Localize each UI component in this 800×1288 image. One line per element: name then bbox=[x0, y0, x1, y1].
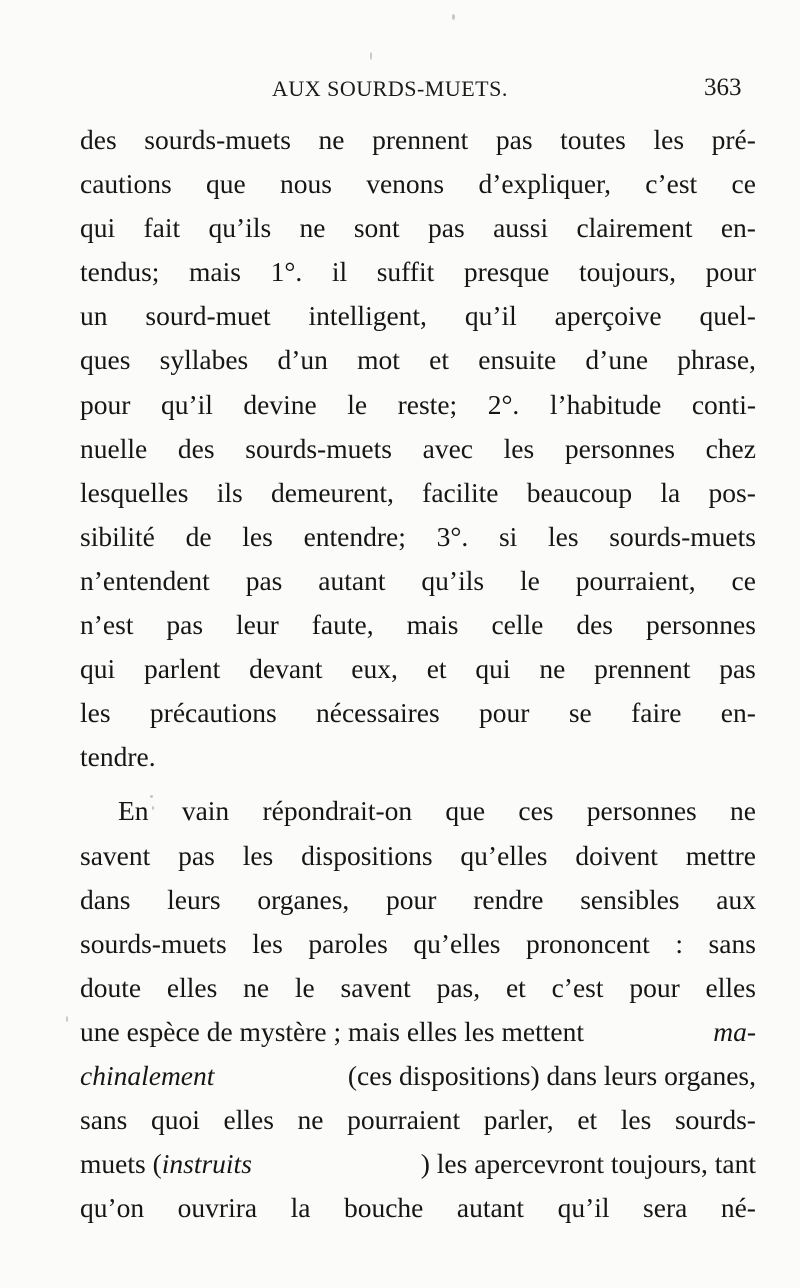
word: les bbox=[548, 520, 579, 552]
text-line bbox=[80, 471, 756, 515]
word: prennent bbox=[372, 124, 469, 155]
text-line bbox=[80, 966, 756, 1010]
word: : bbox=[675, 927, 683, 959]
text-line bbox=[80, 878, 756, 922]
word: que bbox=[205, 168, 246, 200]
word: dans bbox=[80, 883, 131, 915]
text-line bbox=[80, 383, 756, 427]
word: avec bbox=[422, 432, 473, 464]
word: c’est bbox=[645, 168, 698, 200]
word: doivent bbox=[575, 839, 658, 871]
text-line bbox=[80, 162, 756, 206]
word: toutes bbox=[560, 124, 626, 155]
word: pour bbox=[479, 697, 530, 729]
word: pas bbox=[178, 839, 215, 871]
word: le bbox=[519, 564, 540, 596]
word: le bbox=[294, 971, 315, 1003]
word: pourraient, bbox=[575, 564, 696, 596]
word: devine bbox=[243, 388, 317, 420]
word: mais bbox=[406, 609, 459, 641]
word: prononcent bbox=[526, 927, 650, 959]
word: sont bbox=[353, 212, 400, 244]
paragraph-1 bbox=[80, 118, 756, 779]
word: ensuite bbox=[478, 344, 557, 376]
word: doute bbox=[80, 971, 142, 1003]
word: leurs bbox=[167, 883, 221, 915]
word: que bbox=[445, 795, 486, 827]
word: pas bbox=[428, 212, 465, 244]
word: nuelle bbox=[80, 432, 148, 464]
word: d’un bbox=[277, 344, 328, 376]
word: en- bbox=[720, 697, 756, 729]
text-line bbox=[80, 427, 756, 471]
word: organes, bbox=[257, 883, 350, 915]
word: c’est bbox=[551, 971, 604, 1003]
word: des bbox=[177, 432, 215, 464]
text-run: (ces dispositions) dans leurs organes, bbox=[347, 1059, 756, 1091]
word: tendus; bbox=[80, 256, 160, 288]
word: personnes bbox=[564, 432, 675, 464]
word: 3°. bbox=[436, 520, 469, 552]
word: personnes bbox=[645, 609, 756, 641]
ink-speck bbox=[150, 795, 153, 798]
word: quoi bbox=[151, 1104, 200, 1136]
word: pour bbox=[705, 256, 756, 288]
text-line bbox=[80, 559, 756, 603]
ink-speck bbox=[66, 1016, 68, 1022]
word: qu’elles bbox=[460, 839, 548, 871]
word: bouche bbox=[343, 1192, 424, 1224]
running-head bbox=[0, 72, 800, 108]
word: ne bbox=[299, 212, 326, 244]
word: qui bbox=[80, 653, 116, 685]
word: celle bbox=[491, 609, 544, 641]
text-line bbox=[80, 922, 756, 966]
text-line bbox=[80, 834, 756, 878]
word: n’entendent bbox=[80, 564, 210, 596]
text-run-group bbox=[80, 1142, 252, 1186]
word: il bbox=[331, 256, 348, 288]
word: facilite bbox=[422, 476, 499, 508]
word: d’expliquer, bbox=[478, 168, 611, 200]
word: qu’elles bbox=[413, 927, 501, 959]
word: dispositions bbox=[301, 839, 433, 871]
word: mais bbox=[189, 256, 241, 288]
paragraph-2 bbox=[80, 789, 756, 1230]
word: chez bbox=[705, 432, 756, 464]
word: les bbox=[242, 839, 274, 871]
word: ouvrira bbox=[177, 1192, 258, 1224]
word: le bbox=[347, 388, 368, 420]
word: autant bbox=[456, 1192, 525, 1224]
word: en- bbox=[720, 212, 756, 244]
word: un bbox=[80, 300, 108, 332]
word: pas bbox=[719, 653, 756, 685]
word: lesquelles bbox=[80, 476, 189, 508]
word: eux, bbox=[351, 653, 398, 685]
word: sourds-muets bbox=[609, 520, 756, 552]
text-line bbox=[80, 250, 756, 294]
word: sans bbox=[80, 1104, 128, 1136]
word: ces bbox=[518, 795, 554, 827]
word: cautions bbox=[80, 168, 172, 200]
ink-speck bbox=[152, 806, 154, 810]
word: les bbox=[252, 927, 283, 959]
word: leur bbox=[236, 609, 279, 641]
word: pos- bbox=[708, 476, 756, 508]
word: de bbox=[185, 520, 212, 552]
body-text bbox=[80, 118, 756, 1230]
word: qu’il bbox=[160, 388, 213, 420]
word: la bbox=[660, 476, 681, 508]
word: pas bbox=[166, 609, 204, 641]
word: venons bbox=[366, 168, 445, 200]
word: mettre bbox=[685, 839, 756, 871]
word: nécessaires bbox=[316, 697, 440, 729]
word: pas bbox=[245, 564, 283, 596]
word: les bbox=[242, 520, 273, 552]
word: et bbox=[426, 653, 447, 685]
word: faire bbox=[631, 697, 682, 729]
word: pour bbox=[629, 971, 680, 1003]
word: phrase, bbox=[677, 344, 756, 376]
word: mot bbox=[357, 344, 400, 376]
word: pour bbox=[80, 388, 131, 420]
word: si bbox=[498, 520, 518, 552]
word: sourds-muets bbox=[245, 432, 392, 464]
text-run: une espèce de mystère ; mais elles les mettent bbox=[80, 1015, 584, 1047]
word: qu’il bbox=[464, 300, 517, 332]
page-number: 363 bbox=[704, 74, 742, 101]
word: elles bbox=[223, 1104, 274, 1136]
word: quel- bbox=[699, 300, 756, 332]
word: et bbox=[505, 971, 526, 1003]
word: toujours, bbox=[578, 256, 676, 288]
word: savent bbox=[340, 971, 411, 1003]
word: l’habitude bbox=[549, 388, 662, 420]
word: 2°. bbox=[487, 388, 520, 420]
word: ce bbox=[731, 564, 756, 596]
word: se bbox=[568, 697, 592, 729]
word: les bbox=[620, 1104, 652, 1136]
word: ne bbox=[243, 971, 270, 1003]
text-line bbox=[80, 1054, 756, 1098]
word: parlent bbox=[143, 653, 221, 685]
word: né- bbox=[720, 1192, 756, 1224]
word: ne bbox=[539, 653, 566, 685]
word: savent bbox=[80, 839, 151, 871]
word: parler, bbox=[483, 1104, 554, 1136]
word: n’est bbox=[80, 609, 134, 641]
word: clairement bbox=[576, 212, 693, 244]
word: qui bbox=[475, 653, 511, 685]
word: des bbox=[576, 609, 613, 641]
word: précautions bbox=[149, 697, 277, 729]
text-line bbox=[80, 206, 756, 250]
word: entendre; bbox=[303, 520, 406, 552]
text-line bbox=[80, 1010, 756, 1054]
word: aux bbox=[716, 883, 756, 915]
word: qu’il bbox=[557, 1192, 610, 1224]
text-line bbox=[80, 691, 756, 735]
italic-run: ma- bbox=[713, 1015, 756, 1047]
word: En bbox=[118, 795, 149, 827]
word: ce bbox=[731, 168, 756, 200]
word: d’une bbox=[585, 344, 649, 376]
word: intelligent, bbox=[308, 300, 427, 332]
ink-speck bbox=[370, 52, 372, 60]
text-line bbox=[80, 118, 756, 162]
word: aperçoive bbox=[554, 300, 662, 332]
word: suffit bbox=[376, 256, 435, 288]
word: conti- bbox=[691, 388, 756, 420]
word: sourd-muet bbox=[145, 300, 271, 332]
word: elles bbox=[166, 971, 218, 1003]
word: faute, bbox=[311, 609, 374, 641]
running-title: AUX SOURDS-MUETS. bbox=[272, 76, 508, 101]
word: ne bbox=[318, 124, 345, 155]
word: pour bbox=[386, 883, 437, 915]
text-line bbox=[80, 294, 756, 338]
word: les bbox=[503, 432, 535, 464]
word: des bbox=[80, 124, 117, 155]
word: aussi bbox=[493, 212, 549, 244]
text-line bbox=[80, 338, 756, 382]
word: la bbox=[290, 1192, 311, 1224]
word: ne bbox=[297, 1104, 324, 1136]
word: rendre bbox=[473, 883, 544, 915]
word: sans bbox=[708, 927, 756, 959]
word: autant bbox=[318, 564, 386, 596]
text-run: ) les apercevront toujours, tant bbox=[420, 1148, 756, 1180]
word: personnes bbox=[586, 795, 697, 827]
word: devant bbox=[249, 653, 323, 685]
text-line bbox=[80, 789, 756, 833]
word: pas bbox=[495, 124, 533, 155]
word: sourds- bbox=[674, 1104, 756, 1136]
text-line: tendre. bbox=[80, 741, 156, 773]
word: répondrait-on bbox=[262, 795, 413, 827]
text-line bbox=[80, 1142, 756, 1186]
text-line bbox=[80, 515, 756, 559]
word: sourds-muets bbox=[80, 927, 227, 959]
word: ques bbox=[80, 344, 131, 376]
word: demeurent, bbox=[270, 476, 394, 508]
word: pourraient bbox=[347, 1104, 461, 1136]
word: et bbox=[429, 344, 450, 376]
word: reste; bbox=[397, 388, 458, 420]
word: qu’ils bbox=[421, 564, 485, 596]
text-line bbox=[80, 647, 756, 691]
text-line bbox=[80, 1098, 756, 1142]
text-line bbox=[80, 603, 756, 647]
word: les bbox=[653, 124, 685, 155]
word: 1°. bbox=[270, 256, 303, 288]
italic-run: instruits bbox=[161, 1148, 252, 1180]
word: sibilité bbox=[80, 520, 155, 552]
word: et bbox=[577, 1104, 598, 1136]
text-line bbox=[80, 1186, 756, 1230]
word: qu’on bbox=[80, 1192, 145, 1224]
word: pas, bbox=[436, 971, 481, 1003]
word: presque bbox=[463, 256, 550, 288]
word: qu’ils bbox=[208, 212, 272, 244]
word: sensibles bbox=[580, 883, 680, 915]
word: qui bbox=[80, 212, 116, 244]
word: pré- bbox=[711, 124, 756, 155]
word: les bbox=[80, 697, 111, 729]
word: beaucoup bbox=[526, 476, 633, 508]
italic-run: chinalement bbox=[80, 1059, 215, 1091]
word: ne bbox=[730, 795, 756, 827]
ink-speck bbox=[452, 14, 455, 20]
word: sera bbox=[643, 1192, 688, 1224]
word: prennent bbox=[594, 653, 691, 685]
word: paroles bbox=[308, 927, 388, 959]
word: nous bbox=[279, 168, 332, 200]
word: ils bbox=[216, 476, 243, 508]
word: sourds-muets bbox=[144, 124, 291, 155]
word: vain bbox=[181, 795, 230, 827]
word: syllabes bbox=[159, 344, 249, 376]
text-run: muets ( bbox=[80, 1148, 162, 1180]
word: fait bbox=[143, 212, 181, 244]
paragraph-gap bbox=[80, 779, 756, 789]
word: elles bbox=[705, 971, 756, 1003]
